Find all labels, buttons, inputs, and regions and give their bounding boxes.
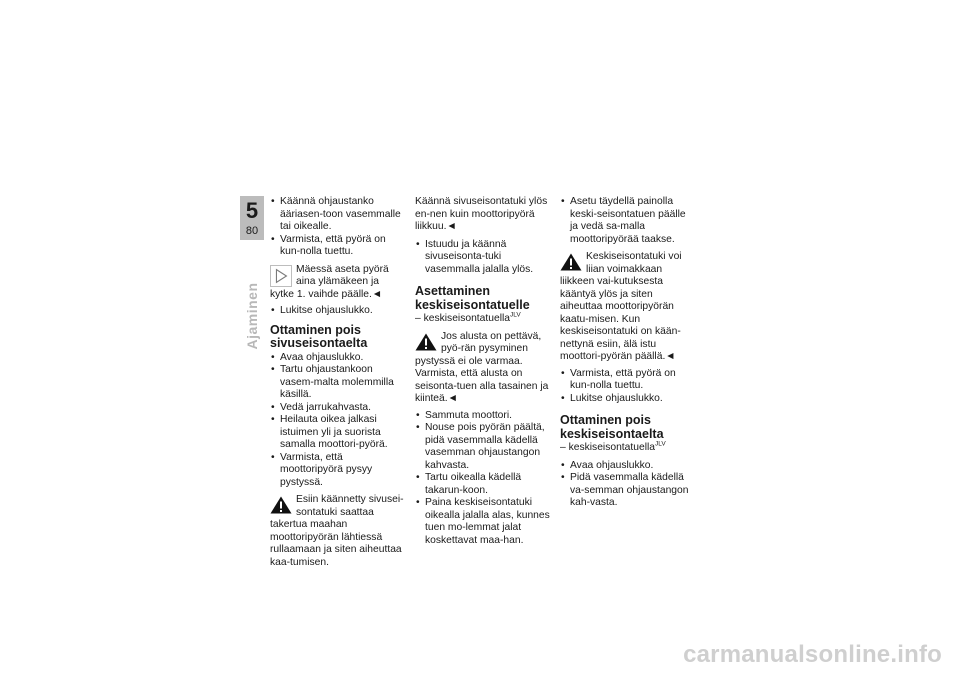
list-item: • Nouse pois pyörän päältä, pidä vasemmalla kädellä vasemman ohjaustangon kahvasta. [415, 422, 550, 472]
paragraph: Käännä sivuseisontatuki ylös en-nen kuin moottoripyörä liikkuu.◄ [415, 196, 548, 232]
list-item: • Käännä ohjaustanko ääriasen-toon vasemmalle tai oikealle. [270, 196, 404, 234]
warning-note [560, 251, 696, 364]
variant-subline [415, 313, 550, 326]
list-item: • Tartu oikealla kädellä takarun-koon. [415, 472, 550, 497]
warning-text: Jos alusta on pettävä, pyö-rän pysyminen pystyssä ei ole varmaa. Varmista, että alusta on seisonta-tuen alla tasainen ja kiinteä.◄ [415, 330, 549, 404]
list-item: • Istuudu ja käännä sivuseisonta-tuki vasemmalla jalalla ylös. [415, 239, 550, 277]
list-item: • Asetu täydellä painolla keski-seisontatuen päälle ja vedä sa-malla moottoripyörää taakse. [560, 196, 696, 246]
variant-subline [560, 442, 696, 455]
subline-text: – keskiseisontatuella [560, 442, 656, 453]
warning-note [270, 494, 404, 569]
info-triangle-icon [270, 265, 292, 287]
list-item: • Paina keskiseisontatuki oikealla jalalla alas, kunnes tuen mo-lemmat jalat koskettavat maa-han. [415, 497, 550, 547]
bullet-list [270, 196, 404, 259]
option-code: JLV [655, 440, 666, 448]
list-item: • Sammuta moottori. [415, 410, 550, 423]
section-heading: Asettaminen keskiseisontatuelle [415, 284, 530, 312]
chapter-side-title: Ajaminen [244, 282, 260, 350]
warning-icon [415, 333, 437, 351]
chapter-marker [240, 196, 264, 240]
bullet-list [415, 410, 550, 548]
list-item: • Tartu ohjaustankoon vasem-malta molemmilla käsillä. [270, 364, 404, 402]
chapter-number: 5 [245, 198, 259, 223]
section-heading: Ottaminen pois keskiseisontaelta [560, 413, 664, 441]
warning-icon [560, 253, 582, 271]
bullet-list [560, 460, 696, 510]
bullet-list [560, 196, 696, 246]
list-item: • Avaa ohjauslukko. [270, 352, 404, 365]
list-item: • Heilauta oikea jalkasi istuimen yli ja suorista samalla moottori-pyörä. [270, 414, 404, 452]
list-item: • Varmista, että pyörä on kun-nolla tuettu. [560, 368, 696, 393]
list-item: • Varmista, että moottoripyörä pysyy pystyssä. [270, 452, 404, 490]
warning-text: Keskiseisontatuki voi liian voimakkaan liikkeen vai-kutuksesta kääntyä ylös ja siten aiheuttaa moottoripyörän kaatu-misen. Kun keskiseisontatuki on kään-nettynä esiin, älä istu moottori-pyörän päällä.◄ [560, 251, 682, 362]
list-item: • Pidä vasemmalla kädellä va-semman ohjaustangon kah-vasta. [560, 472, 696, 510]
column-2 [415, 196, 550, 547]
info-text: Mäessä aseta pyörä aina ylämäkeen ja kytke 1. vaihde päälle.◄ [270, 263, 389, 300]
option-code: JLV [510, 311, 521, 319]
bullet-list [415, 239, 550, 277]
warning-icon [270, 496, 292, 514]
warning-note [415, 331, 550, 406]
list-item: • Vedä jarrukahvasta. [270, 402, 404, 415]
bullet-list [270, 352, 404, 490]
column-1 [270, 196, 404, 573]
section-heading: Ottaminen pois sivuseisontaelta [270, 322, 368, 350]
bullet-list [270, 305, 404, 318]
bullet-list [560, 368, 696, 406]
list-item: • Lukitse ohjauslukko. [560, 393, 696, 406]
list-item: • Varmista, että pyörä on kun-nolla tuettu. [270, 234, 404, 259]
warning-text: Esiin käännetty sivusei-sontatuki saattaa takertua maahan moottoripyörän lähtiessä rullaamaan ja siten aiheuttaa kaa-tumisen. [270, 494, 404, 568]
list-item: • Lukitse ohjauslukko. [270, 305, 404, 318]
page-number: 80 [245, 225, 259, 237]
list-item: • Avaa ohjauslukko. [560, 460, 696, 473]
watermark: carmanualsonline.info [683, 641, 942, 668]
column-3 [560, 196, 696, 510]
subline-text: – keskiseisontatuella [415, 313, 511, 324]
info-note [270, 264, 404, 302]
